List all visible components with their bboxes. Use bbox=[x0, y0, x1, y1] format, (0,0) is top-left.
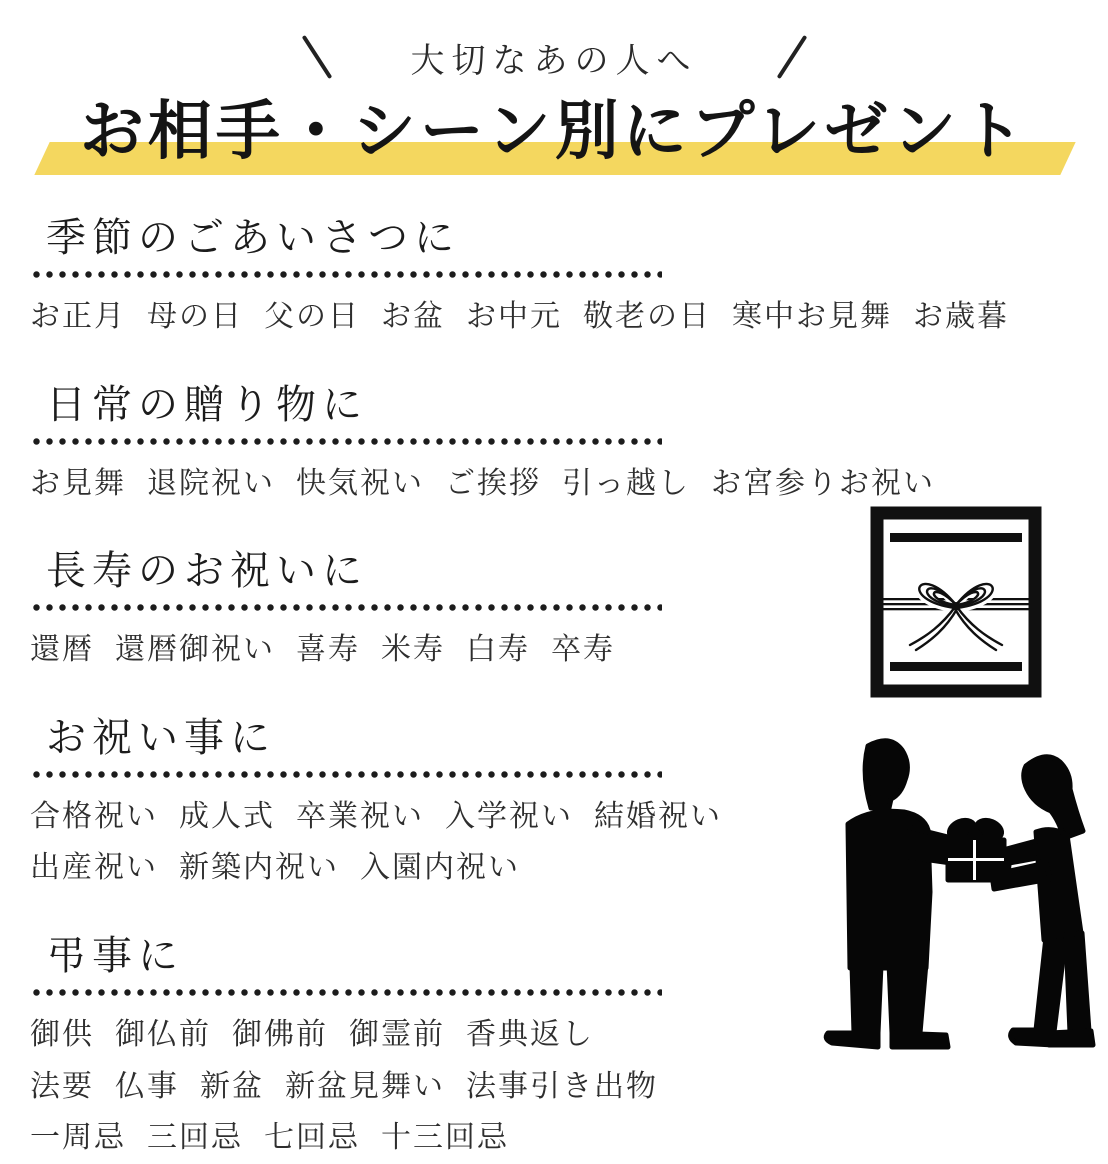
section-items bbox=[30, 1009, 800, 1164]
section-items bbox=[30, 291, 1009, 343]
scene-item: 七回忌 bbox=[264, 1120, 360, 1156]
section-title: 日常の贈り物に bbox=[46, 381, 368, 428]
dotted-rule bbox=[30, 270, 662, 279]
scene-item: 御仏前 bbox=[115, 1016, 211, 1052]
section-seasonal-greetings bbox=[30, 212, 1009, 343]
man-silhouette bbox=[826, 741, 1010, 1047]
scene-item: お宮参りお祝い bbox=[711, 465, 935, 501]
scene-item: 仏事 bbox=[115, 1068, 179, 1104]
item-line bbox=[30, 791, 800, 843]
scene-item: 合格祝い bbox=[30, 798, 158, 834]
scene-item: 米寿 bbox=[381, 632, 445, 668]
slash-right-icon bbox=[776, 35, 807, 79]
item-line bbox=[30, 1061, 800, 1113]
scene-item: 御佛前 bbox=[232, 1016, 328, 1052]
section-celebrations bbox=[30, 712, 800, 894]
scene-item: 父の日 bbox=[264, 299, 360, 334]
scene-item: 還暦 bbox=[30, 632, 94, 668]
gift-box bbox=[947, 817, 1005, 880]
scene-item: 御供 bbox=[30, 1016, 94, 1052]
tagline-row bbox=[0, 30, 1108, 84]
scene-item: 新盆見舞い bbox=[285, 1068, 445, 1104]
scene-item: 香典返し bbox=[466, 1016, 594, 1052]
item-line bbox=[30, 1009, 800, 1061]
section-title: 季節のごあいさつに bbox=[46, 215, 460, 261]
scene-item: お中元 bbox=[466, 299, 562, 334]
section-items bbox=[30, 791, 800, 894]
scene-item: 成人式 bbox=[179, 798, 275, 834]
section-daily-gifts bbox=[30, 379, 935, 510]
dotted-rule bbox=[30, 988, 662, 997]
section-items bbox=[30, 624, 800, 676]
item-line bbox=[30, 624, 800, 676]
woman-silhouette bbox=[988, 757, 1093, 1045]
dotted-rule bbox=[30, 437, 662, 446]
gift-scene-sections bbox=[0, 212, 1009, 1164]
scene-item: 新築内祝い bbox=[179, 850, 339, 886]
scene-item: 退院祝い bbox=[147, 465, 275, 501]
scene-item: お歳暮 bbox=[913, 299, 1009, 334]
scene-item: 三回忌 bbox=[147, 1120, 243, 1156]
slash-left-icon bbox=[301, 35, 332, 79]
scene-item: 新盆 bbox=[200, 1068, 264, 1104]
dotted-rule bbox=[30, 603, 662, 612]
dotted-rule bbox=[30, 770, 662, 779]
scene-item: ご挨拶 bbox=[445, 465, 541, 501]
scene-item: 卒寿 bbox=[551, 632, 615, 668]
scene-item: 一周忌 bbox=[30, 1120, 126, 1156]
scene-item: 入学祝い bbox=[445, 798, 573, 834]
scene-item: 寒中お見舞 bbox=[732, 299, 892, 334]
section-items bbox=[30, 458, 935, 510]
scene-item: お盆 bbox=[381, 299, 445, 334]
scene-item: お正月 bbox=[30, 299, 126, 334]
page-title: お相手・シーン別にプレゼント bbox=[79, 94, 1029, 169]
scene-item: 十三回忌 bbox=[381, 1120, 509, 1156]
item-line bbox=[30, 1112, 800, 1164]
scene-item: 引っ越し bbox=[562, 465, 690, 501]
scene-item: 喜寿 bbox=[296, 632, 360, 668]
scene-item: 卒業祝い bbox=[296, 798, 424, 834]
scene-item: 敬老の日 bbox=[583, 299, 711, 334]
item-line bbox=[30, 458, 935, 510]
noshi-top-stripe bbox=[890, 533, 1022, 542]
scene-item: 白寿 bbox=[466, 632, 530, 668]
scene-item: 還暦御祝い bbox=[115, 632, 275, 668]
noshi-bottom-stripe bbox=[890, 662, 1022, 671]
header bbox=[0, 0, 1108, 182]
title-wrap bbox=[0, 92, 1108, 182]
item-line bbox=[30, 291, 1009, 343]
scene-item: 出産祝い bbox=[30, 850, 158, 886]
section-title: 長寿のお祝いに bbox=[46, 548, 368, 595]
section-title: お祝い事に bbox=[46, 714, 276, 761]
gift-exchange-silhouette bbox=[808, 732, 1106, 1058]
scene-item: 御霊前 bbox=[349, 1016, 445, 1052]
tagline: 大切なあの人へ bbox=[410, 40, 698, 81]
scene-item: 法事引き出物 bbox=[466, 1068, 658, 1104]
scene-item: 入園内祝い bbox=[360, 850, 520, 886]
section-mourning bbox=[30, 930, 800, 1164]
item-line bbox=[30, 842, 800, 894]
noshi-gift-icon bbox=[870, 506, 1042, 698]
section-longevity-celebration bbox=[30, 545, 800, 676]
scene-item: 母の日 bbox=[147, 299, 243, 334]
scene-item: 快気祝い bbox=[296, 465, 424, 501]
scene-item: 法要 bbox=[30, 1068, 94, 1104]
scene-item: お見舞 bbox=[30, 465, 126, 501]
scene-item: 結婚祝い bbox=[594, 798, 722, 834]
section-title: 弔事に bbox=[46, 932, 184, 979]
